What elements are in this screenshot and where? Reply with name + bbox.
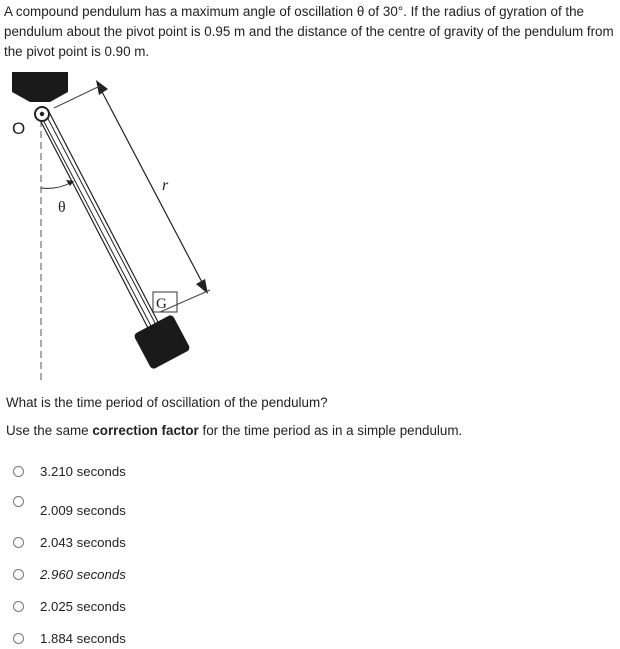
radio-button[interactable] [13, 633, 24, 644]
radius-label: r [162, 177, 169, 194]
pendulum-bob [133, 314, 191, 370]
answer-option-label: 2.009 seconds [40, 503, 126, 518]
answer-option-label: 3.210 seconds [40, 464, 126, 479]
pivot-support [12, 72, 68, 102]
cg-label: G [156, 296, 167, 312]
radio-button[interactable] [13, 569, 24, 580]
instruction-note: Use the same correction factor for the time period as in a simple pendulum. [6, 423, 463, 438]
correction-factor-emphasis: correction factor [92, 423, 199, 438]
radio-button[interactable] [13, 601, 24, 612]
radio-button[interactable] [13, 496, 24, 507]
answer-option-label: 1.884 seconds [40, 631, 126, 646]
radio-button[interactable] [13, 466, 24, 477]
question-text: A compound pendulum has a maximum angle of oscillation θ of 30°. If the radius of gyration of the pendulum about the pivot point is 0.95 m and the distance of the centre of gravity of the pendulum from the pivot point is 0.90 m. [4, 4, 614, 59]
pendulum-diagram [0, 68, 230, 388]
answer-option-label: 2.025 seconds [40, 599, 126, 614]
question-prompt: What is the time period of oscillation of the pendulum? [6, 395, 328, 410]
radio-button[interactable] [13, 537, 24, 548]
angle-arc [41, 182, 72, 188]
answer-option-label: 2.960 seconds [40, 567, 126, 582]
pivot-label: O [12, 119, 26, 138]
angle-label: θ [58, 199, 66, 216]
answer-option-label: 2.043 seconds [40, 535, 126, 550]
